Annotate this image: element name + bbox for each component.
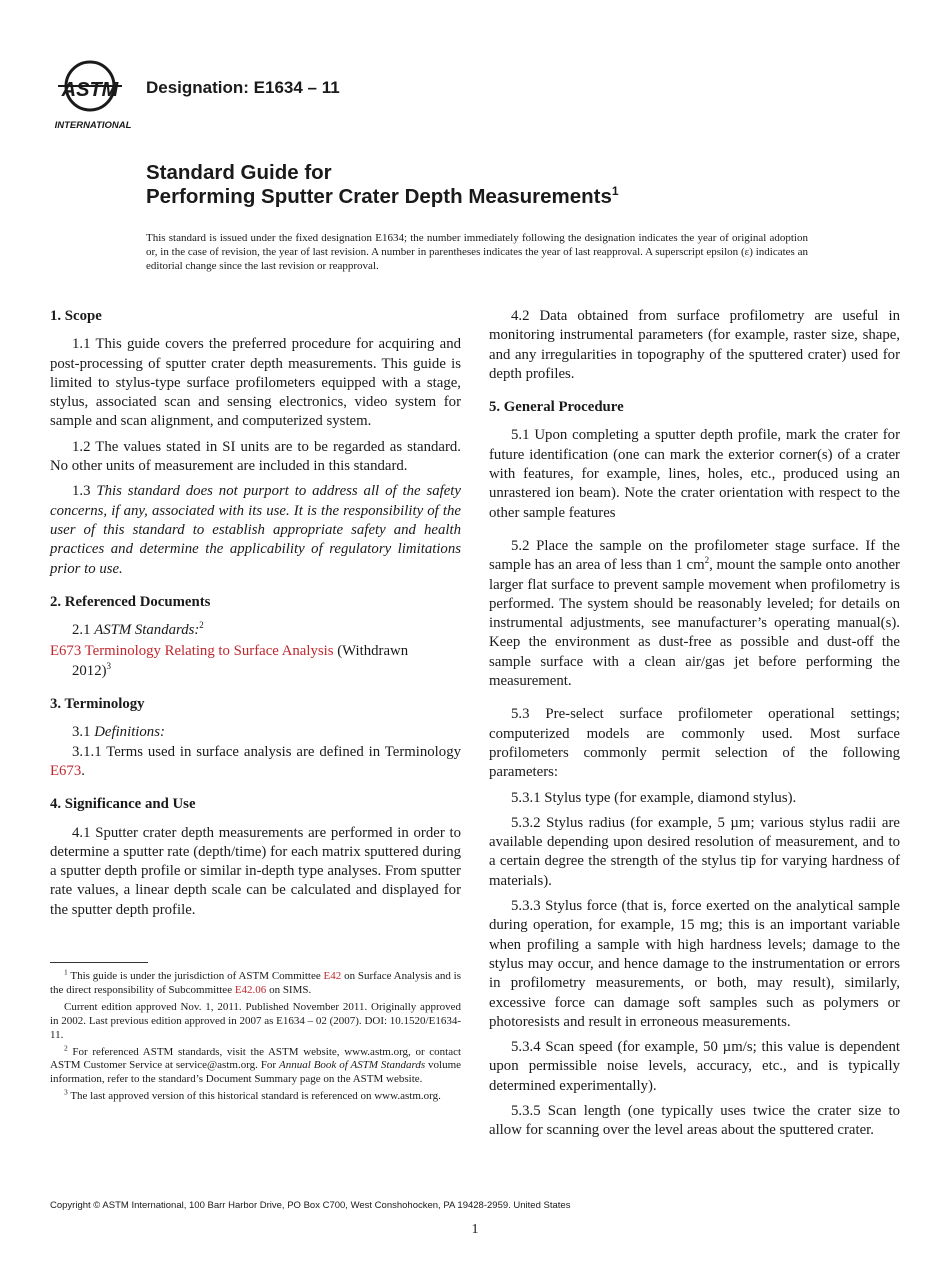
para-1-1: 1.1 This guide covers the preferred procedure for acquiring and post-processing of sputter crater depth measurements. This guide is limited to stylus-type surface profilometers equipped with a stage, stylus, associated scan and sensing electronics, video system for sample and scan alignment, and computerized system.: [50, 336, 461, 430]
para-1-3: 1.3 This standard does not purport to address all of the safety concerns, if any, associated with its use. It is the responsibility of the user of this standard to establish appropriate safety and health practices and determine the applicability of regulatory limitations prior to use.: [50, 483, 461, 577]
ref-code-link[interactable]: E673: [50, 643, 82, 660]
title-footnote-mark: 1: [611, 184, 619, 199]
para-5-3-2: 5.3.2 Stylus radius (for example, 5 µm; various stylus radii are available depending upon desired resolution of measurement, and to a certain degree the strength of the stylus tip for varying hardness of materials).: [489, 814, 900, 889]
ref-title-link[interactable]: Terminology Relating to Surface Analysis: [84, 643, 334, 660]
terminology-ref-link[interactable]: E673: [50, 762, 82, 779]
section-heading-terminology: 3. Terminology: [50, 696, 145, 713]
para-5-3-3: 5.3.3 Stylus force (that is, force exerted on the analytical sample during operation, for example, 15 mg; this is an important variable when profiling a sample with high hardness levels; damage to the stylus may occur, and hence damage to the instrumentation or errors in profilometry measurements, or both, may result), similarly, excessive force can damage soft samples such as polymers or photoresists and result in erroneous measurements.: [489, 898, 900, 1030]
page-number: 1: [471, 1222, 479, 1237]
section-heading-significance: 4. Significance and Use: [50, 796, 196, 813]
committee-link[interactable]: E42: [323, 970, 342, 982]
para-5-1: 5.1 Upon completing a sputter depth profile, mark the crater for future identification (one can mark the exterior corner(s) of a crater with features, for example, lines, holes, etc., produced using an unrastered ion beam). Note the crater orientation with respect to the other sample features: [489, 427, 900, 521]
footnotes: [50, 967, 462, 1107]
section-heading-refdocs: 2. Referenced Documents: [50, 593, 211, 610]
section-heading-scope: 1. Scope: [50, 308, 102, 324]
para-1-2: 1.2 The values stated in SI units are to be regarded as standard. No other units of measurement are included in this standard.: [50, 438, 461, 475]
section-heading-procedure: 5. General Procedure: [489, 399, 624, 416]
copyright-notice: Copyright © ASTM International, 100 Barr Harbor Drive, PO Box C700, West Conshohocken, PA 19428-2959. United States: [50, 1200, 571, 1211]
right-column: [489, 307, 900, 1147]
reference-e673: E673 Terminology Relating to Surface Analysis (Withdrawn 2012)$^3$: [50, 643, 409, 679]
title-line-1: Standard Guide for: [146, 161, 332, 184]
para-5-3: 5.3 Pre-select surface profilometer operational settings; computerized models are commonly used. Most surface profilometers commonly permit selection of the following parameters:: [489, 706, 900, 781]
logo-text: ASTM: [61, 79, 119, 101]
para-5-2: 5.2 Place the sample on the profilometer stage surface. If the sample has an area of less than 1 $cm^2$, mount the sample onto another larger flat surface to prevent sample movement when profilometry is performed. The system should be reasonably leveled; for details on instrumental adjustments, see manufacturer’s operating manual(s). Keep the environment as dust-free as possible and dust-off the sample surface with a clean air/gas jet before performing the measurement.: [489, 537, 900, 690]
left-column: [50, 307, 461, 926]
logo-subtext: INTERNATIONAL: [54, 120, 132, 131]
para-3-1-1: 3.1.1 Terms used in surface analysis are defined in Terminology E673.: [50, 743, 461, 779]
footnote-rule: [50, 962, 148, 963]
para-5-3-1: 5.3.1 Stylus type (for example, diamond stylus).: [511, 789, 797, 806]
astm-logo: [50, 56, 136, 132]
footnote-2: $^2$ For referenced ASTM standards, visit the ASTM website, www.astm.org, or contact ASTM Customer Service at service@astm.org. For Annual Book of ASTM Standards volume information, refer to the standard’s Document Summary page on the ASTM website.: [50, 1042, 462, 1086]
footnote-1: $^1$ This guide is under the jurisdiction of ASTM Committee E42 on Surface Analysis and is the direct responsibility of Subcommittee E42.06 on SIMS.: [50, 967, 461, 996]
astm-logo-mark: [58, 62, 122, 110]
para-2-1: 2.1 ASTM Standards:$^2$: [72, 620, 204, 639]
para-5-3-5: 5.3.5 Scan length (one typically uses twice the crater size to allow for scanning over the level areas about the sputtered crater.: [489, 1102, 900, 1139]
issuance-notice: This standard is issued under the fixed designation E1634; the number immediately following the designation indicates the year of original adoption or, in the case of revision, the year of last revision. A number in parentheses indicates the year of last reapproval. A superscript epsilon (ε) indicates an editorial change since the last revision or reapproval.: [146, 232, 808, 273]
para-4-1: 4.1 Sputter crater depth measurements are performed in order to determine a sputter rate (depth/time) for each matrix sputtered during a sputter depth profile or similar in-depth type analyses. From sputter rate values, a linear depth scale can be calculated and displayed for the sputter depth profile.: [50, 824, 461, 918]
para-5-3-4: 5.3.4 Scan speed (for example, 50 µm/s; this value is dependent upon permissible noise levels, accuracy, etc., and is typically determined experimentally).: [489, 1039, 900, 1094]
document-title: [146, 161, 619, 209]
para-4-2: 4.2 Data obtained from surface profilometry are useful in monitoring instrumental parameters (for example, raster size, shape, and any irregularities in topography of the sputtered crater) used for depth profiles.: [489, 308, 900, 382]
para-3-1: 3.1 Definitions:: [72, 724, 165, 741]
subcommittee-link[interactable]: E42.06: [234, 983, 267, 996]
title-line-2: Performing Sputter Crater Depth Measurements$^1$: [146, 184, 619, 208]
footnote-3: $^3$ The last approved version of this historical standard is referenced on www.astm.org.: [64, 1087, 441, 1103]
designation: Designation: E1634 – 11: [146, 78, 340, 97]
footnote-1-edition: Current edition approved Nov. 1, 2011. Published November 2011. Originally approved in 2002. Last previous edition approved in 2007 as E1634 – 02 (2007). DOI: 10.1520/E1634-11.: [50, 1000, 461, 1041]
